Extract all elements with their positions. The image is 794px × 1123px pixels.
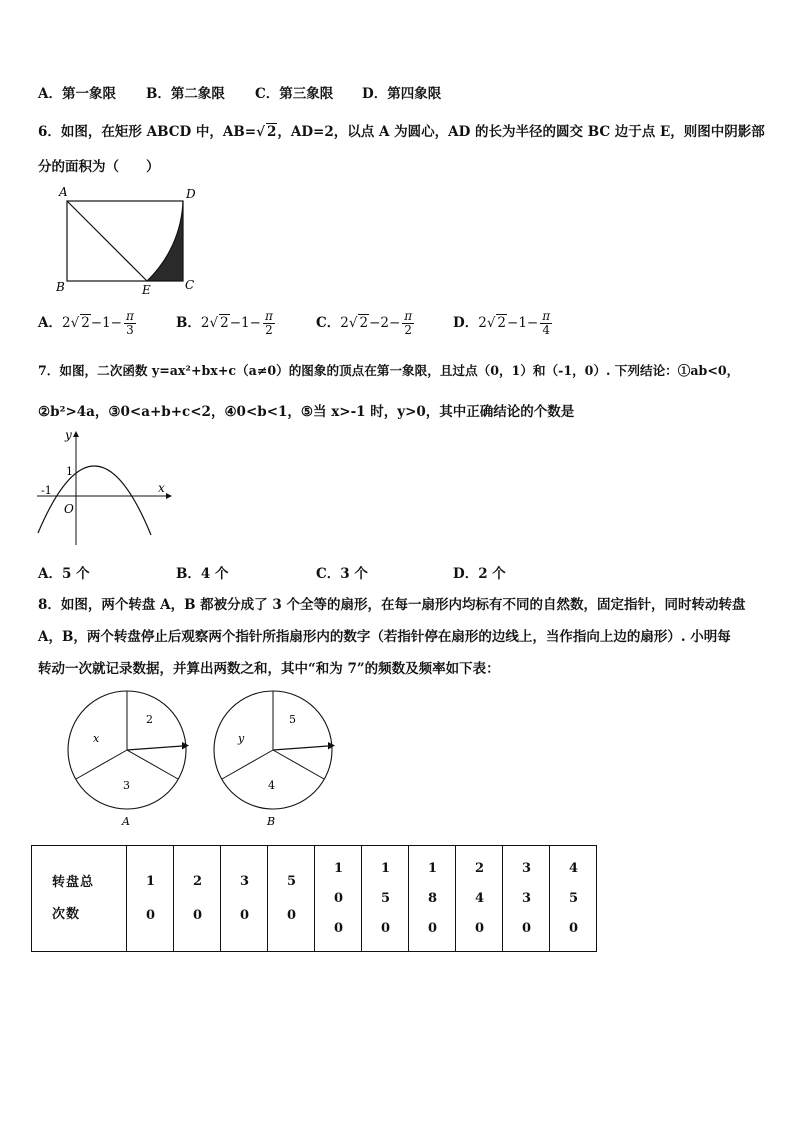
spinner-b-sector-top: 5 bbox=[289, 713, 296, 726]
table-cell bbox=[221, 846, 268, 952]
q8-stem-line3: 转动一次就记录数据，并算出两数之和，其中“和为 7”的频数及频率如下表： bbox=[38, 661, 500, 677]
table-cell bbox=[503, 846, 550, 952]
q6-option-c-fraction bbox=[402, 310, 414, 337]
q6-option-c-radicand: 2 bbox=[359, 315, 369, 331]
q6-option-a-coef: 2 bbox=[61, 315, 71, 331]
q6-option-d-mid: −1− bbox=[507, 315, 539, 331]
q7-label-x: x bbox=[158, 481, 165, 495]
q6-option-d-num: π bbox=[542, 309, 551, 323]
q6-option-c-den: 2 bbox=[404, 323, 413, 337]
table-value: 150 bbox=[381, 860, 391, 936]
q8-stem-line2: A，B，两个转盘停止后观察两个指针所指扇形内的数字（若指针停在扇形的边线上，当作指向上边的扇形）. 小明每 bbox=[38, 629, 731, 645]
table-cell bbox=[550, 846, 597, 952]
spinner-b-name: B bbox=[267, 815, 276, 828]
q7-y-axis-arrow bbox=[73, 431, 79, 437]
q6-stem-pre: 6．如图，在矩形 ABCD 中，AB= bbox=[38, 124, 257, 140]
q7-stem-line2: ②b²>4a，③0<a+b+c<2，④0<b<1，⑤当 x>-1 时，y>0，其中正确结论的个数是 bbox=[38, 404, 575, 420]
q6-segment-ae bbox=[67, 201, 147, 281]
table-cell bbox=[409, 846, 456, 952]
q7-parabola bbox=[38, 466, 151, 535]
spinner-a-divider-right bbox=[127, 750, 178, 779]
q6-option-a-den: 3 bbox=[126, 323, 134, 337]
q6-option-d-letter: D． bbox=[453, 315, 479, 331]
q7-option-d: D．2 个 bbox=[453, 566, 506, 582]
q6-label-b: B bbox=[56, 280, 65, 294]
q7-label-origin: O bbox=[64, 502, 74, 516]
q6-label-e: E bbox=[142, 283, 151, 297]
q6-option-d-den: 4 bbox=[542, 323, 550, 337]
q6-label-a: A bbox=[59, 185, 68, 199]
spinner-b-sector-left: y bbox=[238, 732, 245, 745]
table-header-text: 转盘总次数 bbox=[52, 874, 95, 922]
q7-stem-line1: 7．如图，二次函数 y=ax²+bx+c（a≠0）的图象的顶点在第一象限，且过点（0，1）和（-1，0）. 下列结论：①ab<0， bbox=[38, 363, 740, 378]
q8-frequency-table bbox=[31, 845, 597, 952]
q6-stem-post: ，AD=2，以点 A 为圆心，AD 的长为半径的圆交 BC 边于点 E，则图中阴影部 bbox=[277, 124, 765, 140]
spinner-b bbox=[214, 691, 335, 828]
q5-option-a: A．第一象限 bbox=[38, 86, 116, 102]
q6-rectangle-figure bbox=[52, 184, 202, 299]
q6-option-b-den: 2 bbox=[265, 323, 273, 337]
spinner-b-pointer bbox=[273, 746, 328, 750]
q6-label-d: D bbox=[186, 187, 196, 201]
q7-parabola-graph bbox=[35, 425, 175, 550]
q6-option-c: C．2√ 2−2− $\frac{\pi}{2}$ bbox=[316, 309, 413, 337]
table-value: 450 bbox=[569, 860, 579, 936]
q6-stem-sqrt: 2 bbox=[266, 124, 277, 140]
q7-option-a: A．5 个 bbox=[38, 566, 90, 582]
spinner-a-divider-left bbox=[76, 750, 127, 779]
table-cell bbox=[127, 846, 174, 952]
q6-option-b-num: π bbox=[264, 309, 273, 323]
q6-stem-line1: 6．如图，在矩形 ABCD 中，AB=√ 2，AD=2，以点 A 为圆心，AD 的长为半径的圆交 BC 边于点 E，则图中阴影部 bbox=[38, 124, 765, 140]
q5-option-c: C．第三象限 bbox=[255, 86, 334, 102]
q6-option-d-coef: 2 bbox=[478, 315, 487, 331]
q6-option-b-coef: 2 bbox=[200, 315, 210, 331]
spinner-a-pointer bbox=[127, 746, 182, 750]
q7-label-y: y bbox=[65, 428, 72, 442]
table-cell bbox=[174, 846, 221, 952]
table-header-cell bbox=[32, 846, 127, 952]
table-cell bbox=[362, 846, 409, 952]
table-value: 50 bbox=[287, 873, 297, 923]
spinner-a-sector-bottom: 3 bbox=[123, 779, 130, 792]
q6-option-b-letter: B． bbox=[176, 315, 201, 331]
q6-label-c: C bbox=[185, 278, 195, 292]
table-cell bbox=[456, 846, 503, 952]
table-value: 240 bbox=[475, 860, 485, 936]
spinner-b-sector-bottom: 4 bbox=[268, 779, 275, 792]
spinner-a-sector-top: 2 bbox=[146, 713, 153, 726]
q6-option-d-fraction bbox=[540, 310, 552, 337]
q6-shaded-region bbox=[147, 201, 183, 281]
q6-option-d: D．2√ 2−1− $\frac{\pi}{4}$ bbox=[453, 309, 551, 337]
spinner-a-name: A bbox=[122, 815, 130, 828]
table-value: 10 bbox=[146, 873, 156, 923]
q6-stem-line2: 分的面积为（ ） bbox=[38, 159, 160, 175]
q6-option-b-mid: −1− bbox=[229, 315, 261, 331]
q7-option-b: B．4 个 bbox=[176, 566, 229, 582]
q6-option-c-coef: 2 bbox=[340, 315, 349, 331]
spinner-b-divider-left bbox=[222, 750, 273, 779]
q6-option-b-radicand: 2 bbox=[220, 315, 229, 331]
q6-option-a-radicand: 2 bbox=[81, 315, 90, 331]
q8-stem-line1: 8．如图，两个转盘 A，B 都被分成了 3 个全等的扇形，在每一扇形内均标有不同的自然数，固定指针，同时转动转盘 bbox=[38, 597, 746, 613]
q6-option-a-letter: A． bbox=[38, 315, 62, 331]
spinner-a-sector-left: x bbox=[93, 732, 100, 745]
table-value: 330 bbox=[522, 860, 532, 936]
q7-label-neg-one: -1 bbox=[41, 484, 52, 497]
q6-option-d-radicand: 2 bbox=[497, 315, 507, 331]
table-row bbox=[32, 846, 597, 952]
table-cell bbox=[268, 846, 315, 952]
q6-option-b: B．2√ 2−1− $\frac{\pi}{2}$ bbox=[176, 309, 273, 337]
q6-option-a-num: π bbox=[126, 309, 134, 323]
spinner-b-divider-right bbox=[273, 750, 324, 779]
q7-label-one: 1 bbox=[66, 465, 73, 478]
table-cell bbox=[315, 846, 362, 952]
q6-option-c-mid: −2− bbox=[369, 315, 401, 331]
table-value: 180 bbox=[428, 860, 438, 936]
table-value: 30 bbox=[240, 873, 250, 923]
spinner-a bbox=[68, 691, 189, 828]
table-value: 100 bbox=[334, 860, 344, 936]
q6-option-a: A．2√ 2−1− $\frac{\pi}{3}$ bbox=[38, 309, 134, 337]
q7-option-c: C．3 个 bbox=[316, 566, 368, 582]
q6-option-c-num: π bbox=[404, 309, 413, 323]
q8-spinners-figure bbox=[60, 685, 345, 835]
table-value: 20 bbox=[193, 873, 203, 923]
q7-x-axis-arrow bbox=[166, 493, 172, 499]
q5-option-b: B．第二象限 bbox=[146, 86, 225, 102]
q6-option-b-fraction bbox=[263, 310, 275, 337]
q6-option-a-mid: −1− bbox=[90, 315, 122, 331]
q6-option-a-fraction bbox=[124, 310, 136, 337]
q5-option-d: D．第四象限 bbox=[362, 86, 442, 102]
q6-option-c-letter: C． bbox=[316, 315, 341, 331]
